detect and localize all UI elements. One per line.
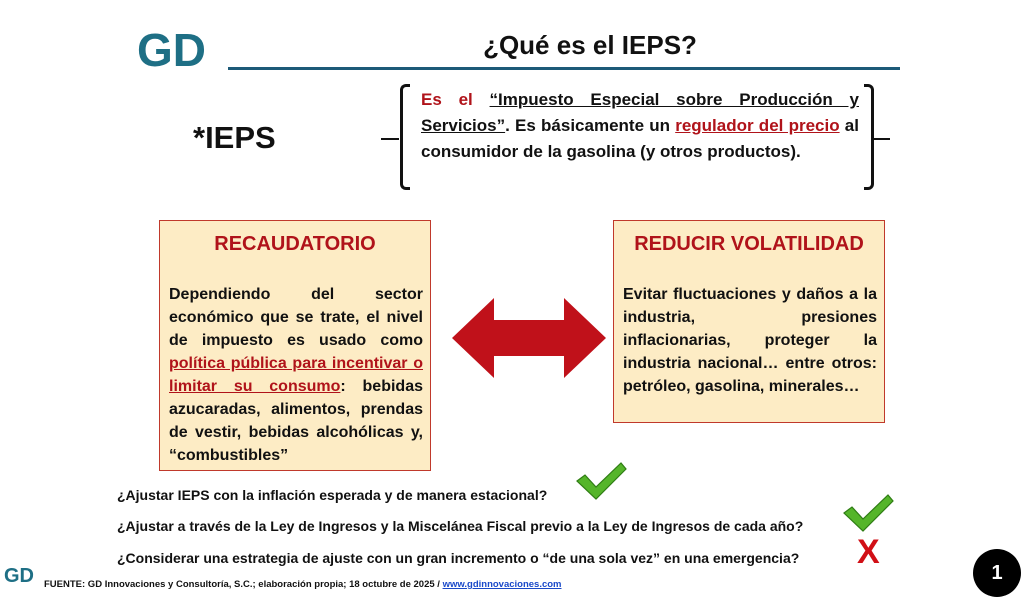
ieps-definition	[421, 87, 859, 165]
definition-after-name: . Es básicamente un	[505, 116, 676, 135]
card-reducir-volatilidad	[613, 220, 885, 423]
card-title-volatilidad: REDUCIR VOLATILIDAD	[634, 233, 864, 255]
title-divider	[228, 67, 900, 70]
check-icon	[842, 493, 894, 533]
card-recaudatorio	[159, 220, 431, 471]
page-number-badge: 1	[973, 549, 1021, 597]
footer-link[interactable]: www.gdinnovaciones.com	[442, 579, 562, 590]
definition-tax-name: “Impuesto Especial sobre Producción y Servicios”	[421, 90, 859, 135]
ieps-label: *IEPS	[193, 120, 276, 155]
page-title: ¿Qué es el IEPS?	[483, 30, 697, 60]
gd-logo-small	[4, 562, 36, 586]
question-3: ¿Considerar una estrategia de ajuste con un gran incremento o “de una sola vez” en una emergencia?	[117, 550, 800, 566]
card-left-body-start: Dependiendo del sector económico que se trate, el nivel de impuesto es usado como	[169, 286, 423, 349]
card-left-body-end: : bebidas azucaradas, alimentos, prendas de vestir, bebidas alcohólicas y, “combustibles”	[169, 378, 423, 464]
card-body-volatilidad: Evitar fluctuaciones y daños a la industria, presiones inflacionarias, proteger la industria nacional… entre otros: petróleo, gasolina, minerales…	[623, 286, 877, 395]
logo-text: GD	[137, 26, 206, 72]
footer-source	[44, 579, 562, 590]
definition-rest: al consumidor de la gasolina (y otros productos).	[421, 116, 859, 161]
question-2: ¿Ajustar a través de la Ley de Ingresos y la Miscelánea Fiscal previo a la Ley de Ingresos de cada año?	[117, 518, 804, 534]
definition-regulator: regulador del precio	[675, 116, 840, 135]
check-icon	[575, 461, 627, 501]
bracket-right	[864, 84, 874, 190]
bracket-left	[400, 84, 410, 190]
footer-logo-text: GD	[4, 565, 34, 586]
cross-mark: X	[857, 533, 880, 571]
definition-prefix: Es el	[421, 90, 490, 109]
brace-connector-left	[381, 138, 399, 140]
card-title-recaudatorio: RECAUDATORIO	[214, 233, 376, 255]
double-arrow-icon	[452, 298, 606, 378]
footer-source-text: FUENTE: GD Innovaciones y Consultoría, S.C.; elaboración propia; 18 octubre de 2025 /	[44, 579, 443, 590]
card-left-highlight: política pública para incentivar o limitar su consumo	[169, 355, 423, 395]
gd-logo	[137, 26, 215, 72]
card-body-recaudatorio	[169, 283, 423, 467]
brace-connector-right	[874, 138, 890, 140]
question-1: ¿Ajustar IEPS con la inflación esperada y de manera estacional?	[117, 487, 548, 503]
